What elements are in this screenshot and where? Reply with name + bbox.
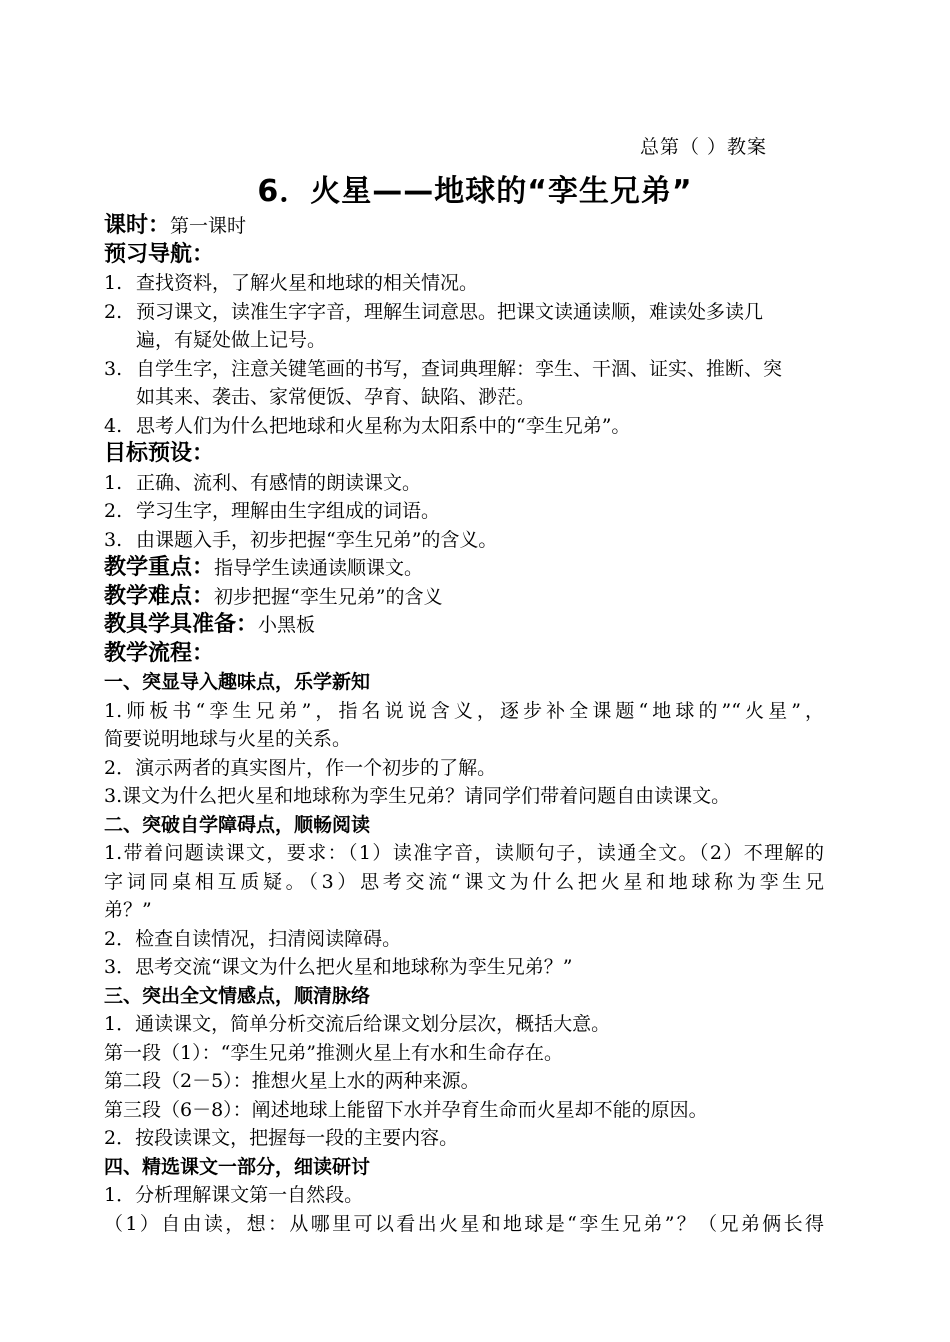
lesson-time-label: 课时： [104,213,171,238]
section-line: 简要说明地球与火星的关系。 [104,728,352,750]
lesson-plan-number: 总第（ ）教案 [640,136,768,158]
section-line: 第三段（6－8）：阐述地球上能留下水并孕育生命而火星却不能的原因。 [104,1098,708,1121]
section-heading: 四、精选课文一部分，细读研讨 [104,1155,371,1178]
section-line: 2．检查自读情况，扫清阅读障碍。 [104,927,402,950]
preview-list [104,269,824,440]
goal-item: 1. 正确、流利、有感情的朗读课文。 [104,471,422,494]
lesson-time [104,212,824,241]
section-line: 第二段（2－5）：推想火星上水的两种来源。 [104,1070,480,1092]
key-point-label: 教学重点： [104,555,215,580]
difficulty-label: 教学难点： [104,583,215,609]
teaching-tools-label: 教具学具准备： [104,612,259,637]
preview-item: 2. 预习课文，读准生字字音，理解生词意思。把课文读通读顺，难读处多读几 [104,300,764,323]
process-section [104,811,824,982]
section-heading: 三、突出全文情感点，顺清脉络 [104,984,371,1007]
preview-item-continued: 遍，有疑处做上记号。 [136,329,327,351]
goal-item: 3. 由课题入手，初步把握“孪生兄弟”的含义。 [104,528,498,551]
process-section [104,668,824,811]
key-point [104,554,824,583]
section-line: 字词同桌相互质疑。（3）思考交流“课文为什么把火星和地球称为孪生兄 [104,870,824,893]
section-line: 3．思考交流“课文为什么把火星和地球称为孪生兄弟？” [104,956,573,978]
section-line: 1.带着问题读课文，要求：（1）读准字音，读顺句子，读通全文。（2）不理解的 [104,842,824,864]
section-line: 2．按段读课文，把握每一段的主要内容。 [104,1127,459,1149]
section-line: 2．演示两者的真实图片，作一个初步的了解。 [104,756,497,779]
section-line: 1．通读课文，简单分析交流后给课文划分层次，概括大意。 [104,1013,611,1035]
goals-list [104,469,824,555]
key-point-value: 指导学生读通读顺课文。 [214,557,424,579]
page-title: 6．火星——地球的“孪生兄弟” [257,174,693,209]
process-heading: 教学流程： [104,640,215,666]
teaching-tools [104,611,824,640]
goals-heading: 目标预设： [104,441,215,466]
section-heading: 二、突破自学障碍点，顺畅阅读 [104,813,371,836]
lesson-time-value: 第一课时 [170,215,247,237]
preview-item: 4. 思考人们为什么把地球和火星称为太阳系中的“孪生兄弟”。 [104,414,631,437]
preview-item: 3. 自学生字，注意关键笔画的书写，查词典理解：孪生、干涸、证实、推断、突 [104,357,783,380]
preview-item-continued: 如其来、袭击、家常便饭、孕育、缺陷、渺茫。 [136,386,536,408]
section-line: 第一段（1）：“孪生兄弟”推测火星上有水和生命存在。 [104,1041,564,1064]
section-heading: 一、突显导入趣味点，乐学新知 [104,671,371,693]
section-line: 3.课文为什么把火星和地球称为孪生兄弟？请同学们带着问题自由读课文。 [104,785,731,807]
difficulty [104,583,824,612]
process-section [104,982,824,1153]
lesson-plan-body [104,212,824,1238]
section-line: 1．分析理解课文第一自然段。 [104,1184,364,1206]
section-line: （1）自由读，想：从哪里可以看出火星和地球是“孪生兄弟”？（兄弟俩长得 [104,1212,824,1235]
teaching-tools-value: 小黑板 [258,614,316,636]
preview-heading: 预习导航： [104,241,215,267]
difficulty-value: 初步把握“孪生兄弟”的含义 [214,585,443,608]
preview-item: 1. 查找资料，了解火星和地球的相关情况。 [104,272,479,294]
process-section [104,1153,824,1239]
goal-item: 2. 学习生字，理解由生字组成的词语。 [104,500,441,522]
section-line: 弟？” [104,899,152,921]
section-line: 1.师板书“孪生兄弟”，指名说说含义，逐步补全课题“地球的”“火星”， [104,699,824,722]
